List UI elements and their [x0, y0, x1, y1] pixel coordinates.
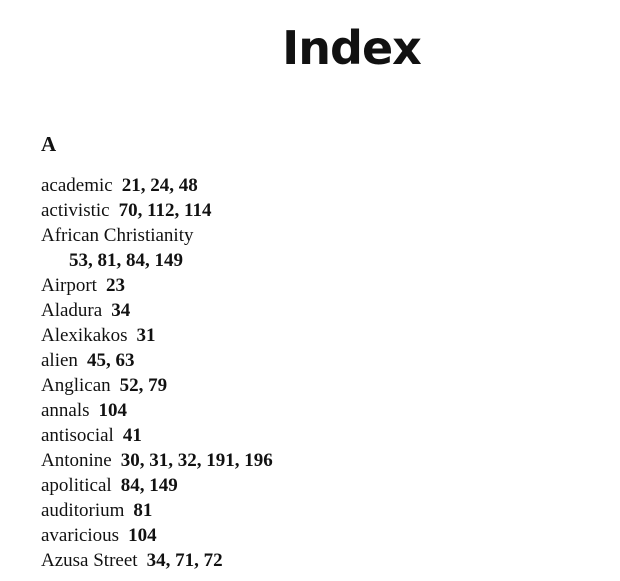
entry-term: Alexikakos — [41, 325, 128, 346]
index-entry — [41, 523, 273, 548]
entry-term: African Christianity — [41, 225, 194, 246]
index-entry — [41, 223, 273, 248]
index-entry — [41, 173, 273, 198]
index-entry — [41, 298, 273, 323]
entry-term: apolitical — [41, 475, 112, 496]
entry-pages: 81 — [133, 500, 153, 521]
entry-pages: 23 — [105, 275, 125, 296]
index-entry-continuation — [41, 248, 273, 273]
entry-pages: 31 — [136, 325, 156, 346]
entry-pages: 34 — [111, 300, 131, 321]
index-entry — [41, 273, 273, 298]
entry-pages: 52, 79 — [119, 375, 168, 396]
index-entry — [41, 373, 273, 398]
entry-pages: 34, 71, 72 — [146, 550, 223, 571]
entry-pages: 104 — [128, 525, 157, 546]
index-entry — [41, 448, 273, 473]
entry-term: Azusa Street — [41, 550, 138, 571]
index-entry — [41, 398, 273, 423]
index-entry — [41, 323, 273, 348]
entry-term: annals — [41, 400, 90, 421]
entry-term: avaricious — [41, 525, 120, 546]
entry-pages: 30, 31, 32, 191, 196 — [120, 450, 273, 471]
entry-pages: 45, 63 — [86, 350, 135, 371]
entry-term: activistic — [41, 200, 110, 221]
entry-term: antisocial — [41, 425, 114, 446]
entry-pages: 70, 112, 114 — [118, 200, 212, 221]
entry-term: alien — [41, 350, 78, 371]
index-entry — [41, 548, 273, 573]
entry-term: Airport — [41, 275, 97, 296]
index-entry — [41, 198, 273, 223]
entry-pages: 21, 24, 48 — [121, 175, 198, 196]
entry-term: academic — [41, 175, 113, 196]
entry-pages: 84, 149 — [120, 475, 178, 496]
index-entry — [41, 423, 273, 448]
index-entry — [41, 348, 273, 373]
index-entry — [41, 498, 273, 523]
entry-term: Antonine — [41, 450, 112, 471]
entry-term: Anglican — [41, 375, 111, 396]
page-title: Index — [282, 21, 421, 75]
entry-pages: 104 — [98, 400, 128, 421]
section-heading: A — [41, 132, 57, 156]
entry-term: Aladura — [41, 300, 103, 321]
entry-pages: 41 — [122, 425, 142, 446]
index-entry-list — [41, 173, 273, 573]
index-entry — [41, 473, 273, 498]
entry-pages: 53, 81, 84, 149 — [69, 250, 183, 271]
entry-term: auditorium — [41, 500, 125, 521]
